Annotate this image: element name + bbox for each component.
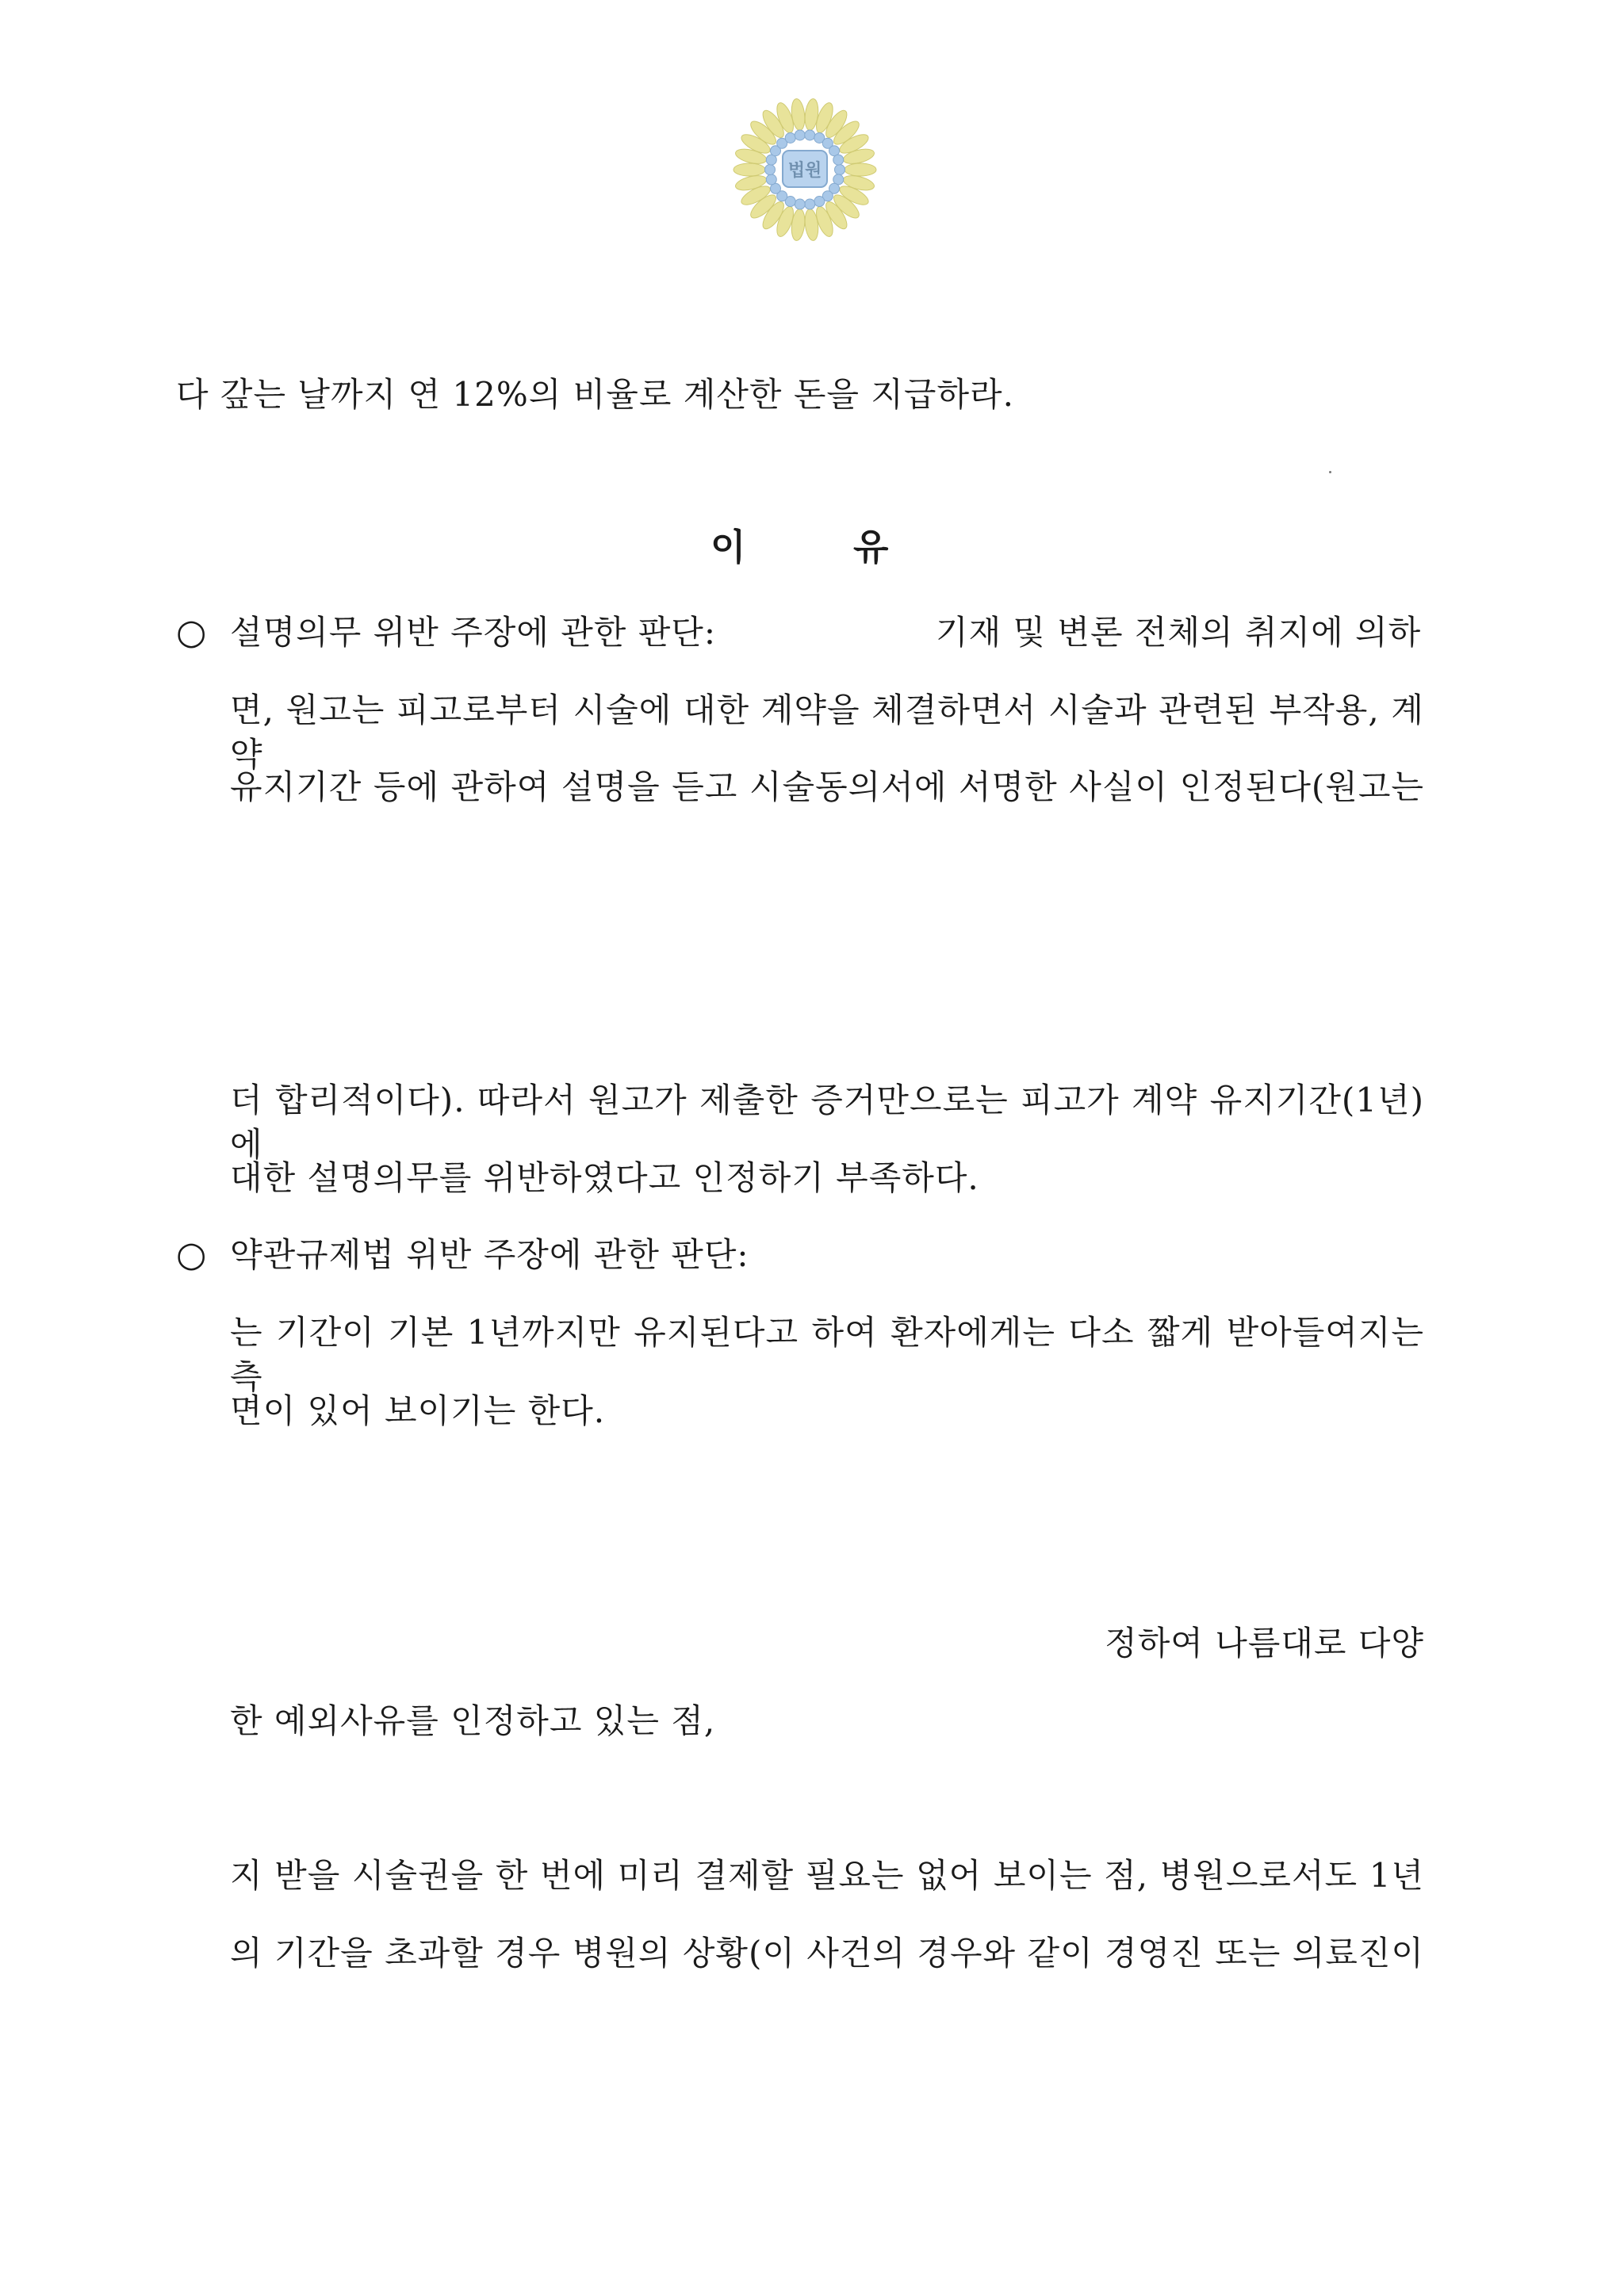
section1-title: 설명의무 위반 주장에 관한 판단:	[230, 613, 716, 652]
section1-line2: 면, 원고는 피고로부터 시술에 대한 계약을 체결하면서 시술과 관련된 부작용, 계약	[230, 691, 1424, 774]
section2-line2: 는 기간이 기본 1년까지만 유지된다고 하여 환자에게는 다소 짧게 받아들여지는 측	[230, 1313, 1424, 1396]
emblem-bead	[805, 199, 815, 209]
emblem-text: 법원	[787, 161, 822, 181]
court-emblem-icon	[726, 94, 884, 252]
heading-right: 유	[853, 526, 889, 568]
section2-line4: 정하여 나름대로 다양	[1105, 1624, 1424, 1663]
scan-speck	[1329, 471, 1331, 473]
emblem-bead	[833, 155, 844, 165]
emblem-bead	[795, 130, 805, 140]
section1-line3: 유지기간 등에 관하여 설명을 듣고 시술동의서에 서명한 사실이 인정된다(원고는	[230, 767, 1424, 806]
section1-line5: 대한 설명의무를 위반하였다고 인정하기 부족하다.	[230, 1158, 979, 1197]
emblem-bead	[765, 165, 776, 175]
section1-bullet: ○	[176, 612, 207, 652]
emblem-bead	[795, 199, 805, 209]
emblem-bead	[766, 174, 776, 185]
top-line: 다 갚는 날까지 연 12%의 비율로 계산한 돈을 지급하라.	[176, 375, 1014, 414]
section2-line5: 한 예외사유를 인정하고 있는 점,	[230, 1701, 716, 1740]
section2-line3: 면이 있어 보이기는 한다.	[230, 1391, 606, 1430]
section1-line4: 더 합리적이다). 따라서 원고가 제출한 증거만으로는 피고가 계약 유지기간(1년)에	[230, 1081, 1424, 1164]
section1-title-tail: 기재 및 변론 전체의 취지에 의하	[936, 613, 1422, 652]
emblem-bead	[835, 165, 845, 175]
emblem-bead	[805, 130, 815, 140]
emblem-petal	[845, 163, 876, 176]
emblem-bead	[814, 197, 825, 207]
emblem-petal	[733, 163, 765, 176]
emblem-bead	[785, 132, 795, 143]
section2-bullet: ○	[176, 1234, 207, 1275]
section2-title: 약관규제법 위반 주장에 관한 판단:	[230, 1235, 749, 1274]
heading-left: 이	[710, 526, 746, 568]
section2-line6: 지 받을 시술권을 한 번에 미리 결제할 필요는 없어 보이는 점, 병원으로서도 1년	[230, 1856, 1424, 1895]
section2-line7: 의 기간을 초과할 경우 병원의 상황(이 사건의 경우와 같이 경영진 또는 의료진이	[230, 1934, 1424, 1973]
